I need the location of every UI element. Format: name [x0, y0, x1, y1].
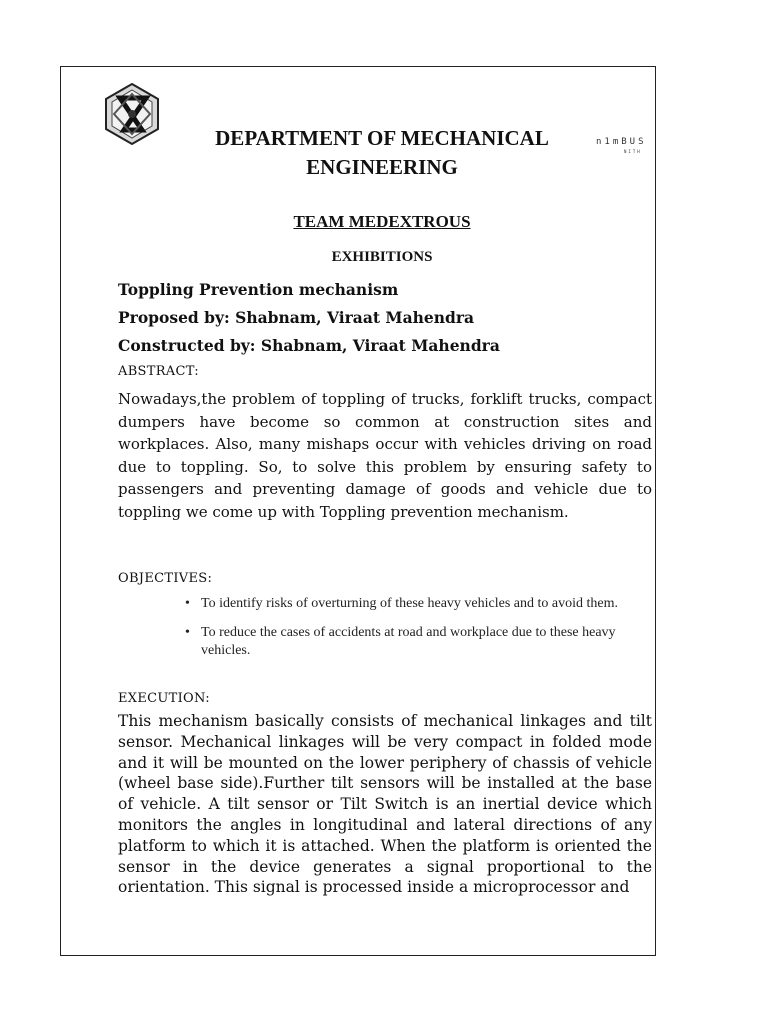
department-title-line2: ENGINEERING	[306, 155, 458, 179]
objective-text: To identify risks of overturning of these heavy vehicles and to avoid them.	[201, 596, 618, 611]
list-item	[185, 595, 640, 614]
execution-text: This mechanism basically consists of mechanical linkages and tilt sensor. Mechanical linkages will be very compact in folded mode and it will be mounted on the lower periphery of chassis of vehicle (wheel base side).Further tilt sensors will be installed at the base of vehicle. A tilt sensor or Tilt Switch is an inertial device which monitors the angles in longitudinal and lateral directions of any platform to which it is attached. When the platform is oriented the sensor in the device generates a signal proportional to the orientation. This signal is processed inside a microprocessor and	[118, 712, 652, 897]
bullet-point: •	[185, 596, 190, 611]
proposed-by: Proposed by: Shabnam, Viraat Mahendra	[118, 308, 475, 327]
objectives-list	[185, 595, 640, 671]
objective-text: To reduce the cases of accidents at road and workplace due to these heavy vehicles.	[201, 624, 616, 658]
abstract-heading: ABSTRACT:	[118, 364, 199, 379]
project-title: Toppling Prevention mechanism	[118, 280, 399, 299]
team-name: TEAM MEDEXTROUS	[293, 212, 471, 231]
nimbus-logo-text: n1mBUS	[596, 137, 647, 147]
nimbus-logo-subtext: NITH	[624, 149, 642, 154]
execution-heading: EXECUTION:	[118, 691, 210, 706]
department-title-line1: DEPARTMENT OF MECHANICAL	[215, 126, 549, 150]
list-item	[185, 624, 640, 661]
objectives-heading: OBJECTIVES:	[118, 571, 213, 586]
section-title: EXHIBITIONS	[331, 249, 433, 265]
bullet-point: •	[185, 624, 190, 640]
constructed-by: Constructed by: Shabnam, Viraat Mahendra	[118, 336, 500, 355]
abstract-text: Nowadays,the problem of toppling of trucks, forklift trucks, compact dumpers have become so common at construction sites and workplaces. Also, many mishaps occur with vehicles driving on road due to toppling. So, to solve this problem by ensuring safety to passengers and preventing damage of goods and vehicle due to toppling we come up with Toppling prevention mechanism.	[118, 390, 652, 521]
